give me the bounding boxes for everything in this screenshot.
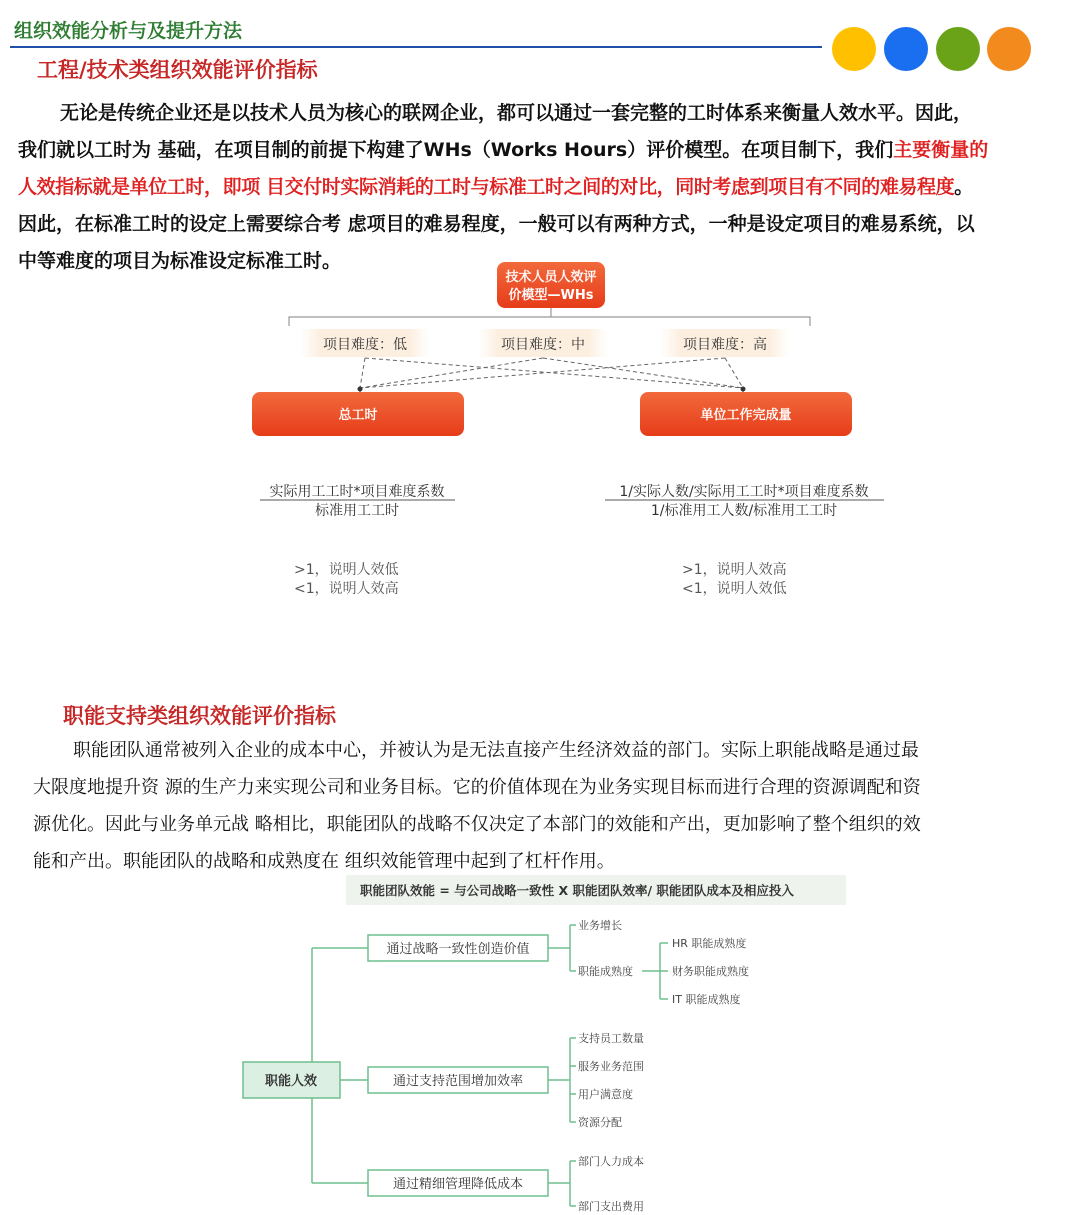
left-formula-denominator: 标准用工工时 xyxy=(315,503,399,519)
green-dot xyxy=(936,27,980,71)
paragraph-line: 人效指标就是单位工时，即项 目交付时实际消耗的工时与标准工时之间的对比，同时考虑到项目有不同的难易程度。 xyxy=(18,176,973,198)
blue-dot xyxy=(884,27,928,71)
right-formula-denominator: 1/标准用工人数/标准用工工时 xyxy=(650,503,838,519)
leaf-subitem: IT 职能成熟度 xyxy=(672,993,741,1006)
leaf-item: 业务增长 xyxy=(578,919,622,932)
unit-output-label: 单位工作完成量 xyxy=(700,408,792,423)
section1-title: 工程/技术类组织效能评价指标 xyxy=(37,58,318,82)
section2-title: 职能支持类组织效能评价指标 xyxy=(63,704,336,728)
level-low: 项目难度：低 xyxy=(323,337,407,353)
left-formula-numerator: 实际用工工时*项目难度系数 xyxy=(269,484,445,500)
section2-paragraph xyxy=(33,732,1073,880)
right-note: >1，说明人效高 xyxy=(682,562,787,578)
whs-model-label: 价模型—WHs xyxy=(508,288,594,303)
total-hours-label: 总工时 xyxy=(338,408,378,423)
paragraph-line: 因此，在标准工时的设定上需要综合考 虑项目的难易程度，一般可以有两种方式，一种是设定项目的难易系统，以 xyxy=(18,213,975,235)
branch-label: 通过支持范围增加效率 xyxy=(392,1074,524,1089)
paragraph-line: 我们就以工时为 基础，在项目制的前提下构建了WHs（Works Hours）评价模型。在项目制下，我们主要衡量的 xyxy=(18,139,989,161)
leaf-item: 支持员工数量 xyxy=(578,1032,644,1045)
leaf-item: 部门支出费用 xyxy=(578,1200,644,1213)
leaf-item: 资源分配 xyxy=(578,1116,622,1129)
bracket-line xyxy=(289,317,810,326)
right-formula-numerator: 1/实际人数/实际用工工时*项目难度系数 xyxy=(619,484,869,500)
paragraph-line: 源优化。因此与业务单元战 略相比，职能团队的战略不仅决定了本部门的效能和产出，更加影响了整个组织的效 xyxy=(33,814,921,835)
formula-text: 职能团队效能 = 与公司战略一致性 X 职能团队效率/ 职能团队成本及相应投入 xyxy=(360,883,794,898)
whs-model-diagram xyxy=(0,255,1080,615)
right-note: <1，说明人效低 xyxy=(682,581,787,597)
function-efficiency-mindmap xyxy=(0,870,1080,1215)
leaf-subitem: HR 职能成熟度 xyxy=(672,937,747,950)
yellow-dot xyxy=(832,27,876,71)
paragraph-line: 能和产出。职能团队的战略和成熟度在 组织效能管理中起到了杠杆作用。 xyxy=(33,851,615,872)
orange-dot xyxy=(987,27,1031,71)
paragraph-line: 职能团队通常被列入企业的成本中心，并被认为是无法直接产生经济效益的部门。实际上职能战略是通过最 xyxy=(73,740,919,761)
paragraph-line: 中等难度的项目为标准设定标准工时。 xyxy=(18,250,342,272)
left-note: <1，说明人效高 xyxy=(294,581,399,597)
whs-model-label: 技术人员人效评 xyxy=(505,270,597,285)
leaf-item: 用户满意度 xyxy=(578,1088,633,1101)
dashed-connectors xyxy=(360,358,743,388)
section1-paragraph xyxy=(18,95,1068,280)
leaf-item: 部门人力成本 xyxy=(578,1155,644,1168)
paragraph-line: 无论是传统企业还是以技术人员为核心的联网企业，都可以通过一套完整的工时体系来衡量人效水平。因此， xyxy=(60,102,973,124)
paragraph-line: 大限度地提升资 源的生产力来实现公司和业务目标。它的价值体现在为业务实现目标而进行合理的资源调配和资 xyxy=(33,777,921,798)
left-note: >1，说明人效低 xyxy=(294,562,399,578)
branch-label: 通过战略一致性创造价值 xyxy=(386,942,530,957)
page-header-title: 组织效能分析与及提升方法 xyxy=(14,20,243,42)
level-high: 项目难度：高 xyxy=(683,337,767,353)
leaf-subitem: 财务职能成熟度 xyxy=(672,965,749,978)
branch-label: 通过精细管理降低成本 xyxy=(392,1177,524,1192)
leaf-item: 职能成熟度 xyxy=(578,965,633,978)
leaf-item: 服务业务范围 xyxy=(578,1060,644,1073)
root-label: 职能人效 xyxy=(264,1074,318,1089)
level-mid: 项目难度：中 xyxy=(501,337,585,353)
header-divider xyxy=(10,46,822,48)
